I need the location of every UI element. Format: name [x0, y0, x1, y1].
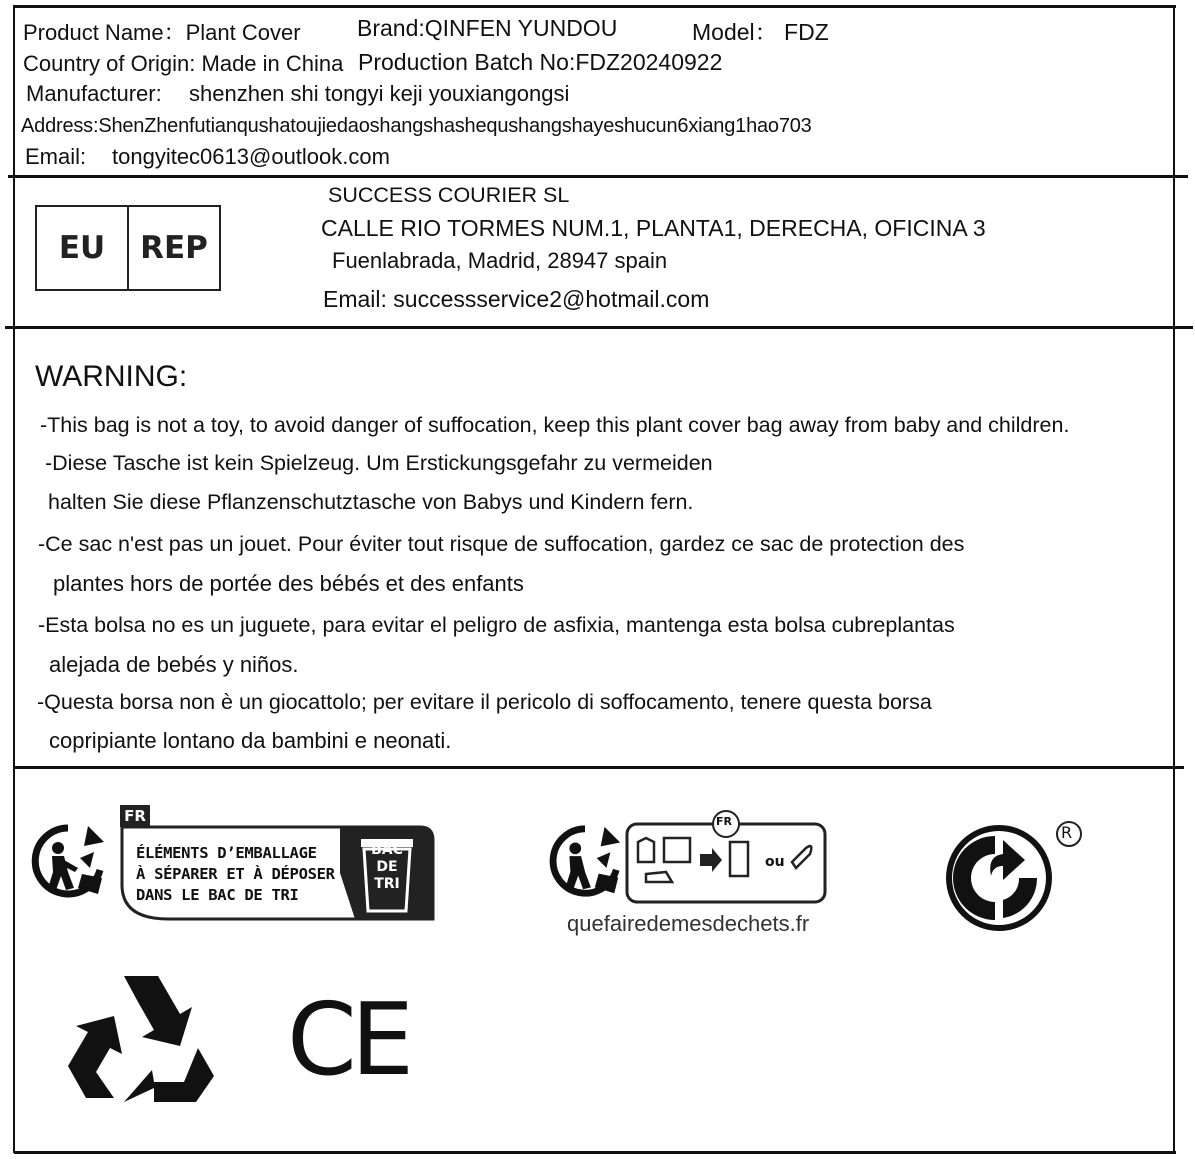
warning-line-en: -This bag is not a toy, to avoid danger of suffocation, keep this plant cover bag away from baby and children. — [40, 413, 1070, 437]
eu-rep-email: Email: successservice2@hotmail.com — [323, 286, 710, 312]
registered-mark: R — [1061, 823, 1073, 842]
email-label: Email: — [25, 144, 87, 169]
manufacturer-label: Manufacturer: — [26, 81, 162, 106]
country-of-origin: Country of Origin: Made in China — [23, 51, 344, 76]
production-batch: Production Batch No:FDZ20240922 — [358, 49, 723, 75]
eu-rep-street: CALLE RIO TORMES NUM.1, PLANTA1, DERECHA, OFICINA 3 — [321, 215, 986, 241]
frame-bottom — [14, 1151, 1176, 1154]
triman-text-line-2: À SÉPARER ET À DÉPOSER — [136, 865, 335, 883]
triman-icon — [28, 822, 110, 900]
address: Address:ShenZhenfutianqushatoujiedaoshangshashequshangshayeshucun6xiang1hao703 — [21, 115, 812, 137]
triman-fr-tag: FR — [120, 805, 150, 827]
warning-line-fr-1: -Ce sac n'est pas un jouet. Pour éviter tout risque de suffocation, gardez ce sac de protection des — [38, 532, 965, 556]
model: Model： FDZ — [692, 19, 829, 45]
info-fr-tag: FR — [716, 815, 732, 828]
warning-line-de-2: halten Sie diese Pflanzenschutztasche von Babys und Kindern fern. — [48, 490, 694, 514]
frame-top — [14, 5, 1176, 8]
website-label: quefairedemesdechets.fr — [567, 911, 810, 936]
email-value: tongyitec0613@outlook.com — [112, 144, 390, 169]
manufacturer-value: shenzhen shi tongyi keji youxiangongsi — [189, 81, 570, 106]
divider-1 — [8, 175, 1188, 178]
triman-text — [136, 843, 335, 906]
ce-mark: CE — [287, 981, 409, 1098]
recycle-icon — [66, 970, 216, 1105]
divider-3 — [14, 766, 1184, 769]
rep-label: REP — [140, 230, 208, 266]
green-dot-icon — [945, 820, 1057, 932]
eu-rep-company: SUCCESS COURIER SL — [328, 183, 570, 207]
brand: Brand:QINFEN YUNDOU — [357, 15, 618, 41]
info-ou-text: ou — [765, 854, 785, 870]
divider-2 — [5, 326, 1193, 329]
warning-line-es-1: -Esta bolsa no es un juguete, para evitar el peligro de asfixia, mantenga esta bolsa cubreplantas — [38, 613, 955, 637]
triman-text-line-1: ÉLÉMENTS D’EMBALLAGE — [136, 844, 317, 862]
warning-line-it-1: -Questa borsa non è un giocattolo; per evitare il pericolo di soffocamento, tenere questa borsa — [37, 690, 932, 714]
triman-text-line-3: DANS LE BAC DE TRI — [136, 886, 299, 904]
warning-line-fr-2: plantes hors de portée des bébés et des enfants — [53, 571, 524, 596]
bac-line-3: TRI — [374, 876, 400, 892]
bac-line-2: DE — [376, 859, 398, 875]
warning-line-de-1: -Diese Tasche ist kein Spielzeug. Um Erstickungsgefahr zu vermeiden — [45, 451, 713, 475]
eu-rep-city: Fuenlabrada, Madrid, 28947 spain — [332, 248, 668, 273]
eu-label: EU — [58, 230, 106, 266]
warning-line-it-2: copripiante lontano da bambini e neonati. — [49, 728, 452, 753]
warning-title: WARNING: — [35, 360, 188, 393]
triman-icon-2 — [546, 822, 626, 900]
warning-line-es-2: alejada de bebés y niños. — [49, 652, 299, 677]
bac-line-1: BAC — [371, 842, 403, 858]
bac-de-tri — [363, 842, 411, 908]
product-name: Product Name：Plant Cover — [23, 20, 301, 45]
eu-rep-symbol — [35, 205, 221, 291]
